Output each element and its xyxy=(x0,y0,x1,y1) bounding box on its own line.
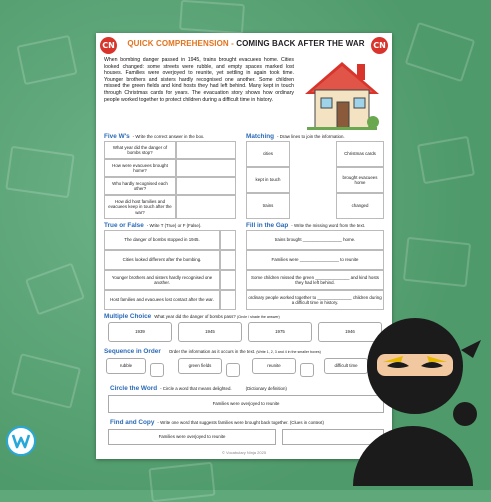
circle-word-title: Circle the Word xyxy=(110,385,158,392)
sequence-hint: (Write 1, 2, 3 and 4 in the smaller boxes) xyxy=(256,350,321,354)
ninja-mascot-icon xyxy=(343,296,483,486)
background-book-icon xyxy=(179,0,245,34)
matching-title: Matching xyxy=(246,133,275,140)
multiple-choice-title: Multiple Choice xyxy=(104,313,152,320)
fill-gap-sentence[interactable]: Some children missed the green ______________ and kind hosts they had left behind. xyxy=(246,270,384,290)
logo-right: CN xyxy=(371,37,388,54)
sequence-item: reunite xyxy=(252,358,296,374)
vocabulary-ninja-badge-icon xyxy=(6,426,36,456)
sequence-number-box[interactable] xyxy=(300,363,314,377)
find-copy-title: Find and Copy xyxy=(110,419,155,426)
sequence-instruction: Order the information as it occurs in the text. xyxy=(168,349,256,354)
title-part1: QUICK COMPREHENSION - xyxy=(127,39,237,48)
circle-word-heading xyxy=(110,385,287,392)
multiple-choice-option[interactable]: 1946 xyxy=(318,322,382,342)
sequence-number-box[interactable] xyxy=(226,363,240,377)
five-ws-instruction: - Write the correct answer in the box. xyxy=(132,134,205,139)
title-part2: COMING BACK AFTER THE WAR xyxy=(236,39,365,48)
fill-gap-sentence[interactable]: ordinary people worked together to ______________ children during a difficult time in history. xyxy=(246,290,384,310)
five-ws-answer[interactable] xyxy=(176,141,236,159)
fill-gap-title: Fill in the Gap xyxy=(246,222,289,229)
multiple-choice-option[interactable]: 1945 xyxy=(178,322,242,342)
page-title xyxy=(118,39,374,48)
matching-right-item[interactable]: brought evacuees home xyxy=(336,167,384,193)
matching-instruction: - Draw lines to join the information. xyxy=(277,134,345,139)
find-copy-heading xyxy=(110,419,324,426)
logo-left: CN xyxy=(100,37,117,54)
matching-left-item[interactable]: trains xyxy=(246,193,290,219)
sequence-item: green fields xyxy=(178,358,222,374)
multiple-choice-question: What year did the danger of bombs pass? xyxy=(154,314,236,319)
w-logo-icon xyxy=(11,431,31,451)
true-false-instruction: - Write T (True) or F (False). xyxy=(146,223,202,228)
true-false-answer-box[interactable] xyxy=(220,230,236,250)
true-false-statement: The danger of bombs stopped in 1945. xyxy=(104,230,220,250)
find-copy-instruction: - Write one word that suggests families were brought back together. (Clues in context) xyxy=(157,420,324,425)
five-ws-answer[interactable] xyxy=(176,177,236,195)
fill-gap-sentence[interactable]: trains brought ________________ home. xyxy=(246,230,384,250)
fill-gap-instruction: - Write the missing word from the text. xyxy=(291,223,366,228)
five-ws-title: Five W's xyxy=(104,133,130,140)
true-false-answer-box[interactable] xyxy=(220,270,236,290)
copyright-footer: © Vocabulary Ninja 2025 xyxy=(221,450,267,455)
multiple-choice-heading xyxy=(104,313,280,320)
matching-right-item[interactable]: Christmas cards xyxy=(336,141,384,167)
five-ws-question: How did host families and evacuees keep in touch after the war? xyxy=(104,195,176,219)
fill-gap-heading xyxy=(246,222,365,229)
circle-word-instruction: - Circle a word that means delighted. xyxy=(160,386,232,391)
sequence-heading xyxy=(104,348,321,355)
five-ws-answer[interactable] xyxy=(176,195,236,219)
multiple-choice-option[interactable]: 1939 xyxy=(108,322,172,342)
true-false-answer-box[interactable] xyxy=(220,250,236,270)
background-book-icon xyxy=(403,237,471,287)
find-copy-sentence: Families were overjoyed to reunite xyxy=(108,429,276,445)
five-ws-question: Who hardly recognised each other? xyxy=(104,177,176,195)
sequence-item: rubble xyxy=(106,358,146,374)
sequence-item: difficult time xyxy=(324,358,368,374)
circle-word-extra: (Dictionary definition) xyxy=(245,386,287,391)
reading-passage: When bombing danger passed in 1945, trains brought evacuees home. Cities looked changed: some streets were rubble, and empty spaces marked lost houses. Families were overjoyed to reunite, yet settling in again took time. Younger brothers and sisters hardly recognised one another. Some children missed the green fields and kind hosts they had left behind. Many kept in touch through Christmas cards for years. The evacuation story shows how ordinary people worked together to protect children during a difficult time in history. xyxy=(104,57,294,103)
house-icon xyxy=(301,56,383,132)
true-false-answer-box[interactable] xyxy=(220,290,236,310)
matching-left-item[interactable]: kept in touch xyxy=(246,167,290,193)
multiple-choice-hint: (Circle / shade the answer) xyxy=(236,315,280,319)
sequence-title: Sequence in Order xyxy=(104,348,161,355)
matching-heading xyxy=(246,133,345,140)
true-false-statement: Younger brothers and sisters hardly recognised one another. xyxy=(104,270,220,290)
multiple-choice-option[interactable]: 1975 xyxy=(248,322,312,342)
matching-right-item[interactable]: changed xyxy=(336,193,384,219)
background-book-icon xyxy=(148,462,215,502)
fill-gap-sentence[interactable]: Families were ________________ to reunite xyxy=(246,250,384,270)
true-false-statement: Host families and evacuees lost contact after the war. xyxy=(104,290,220,310)
circle-word-sentence[interactable]: Families were overjoyed to reunite xyxy=(108,395,384,413)
matching-left-item[interactable]: cities xyxy=(246,141,290,167)
true-false-statement: Cities looked different after the bombing. xyxy=(104,250,220,270)
sequence-number-box[interactable] xyxy=(150,363,164,377)
five-ws-answer[interactable] xyxy=(176,159,236,177)
five-ws-question: What year did the danger of bombs stop? xyxy=(104,141,176,159)
five-ws-question: How were evacuees brought home? xyxy=(104,159,176,177)
five-ws-heading xyxy=(104,133,204,140)
true-false-heading xyxy=(104,222,202,229)
true-false-title: True or False xyxy=(104,222,144,229)
background-book-icon xyxy=(5,146,75,198)
